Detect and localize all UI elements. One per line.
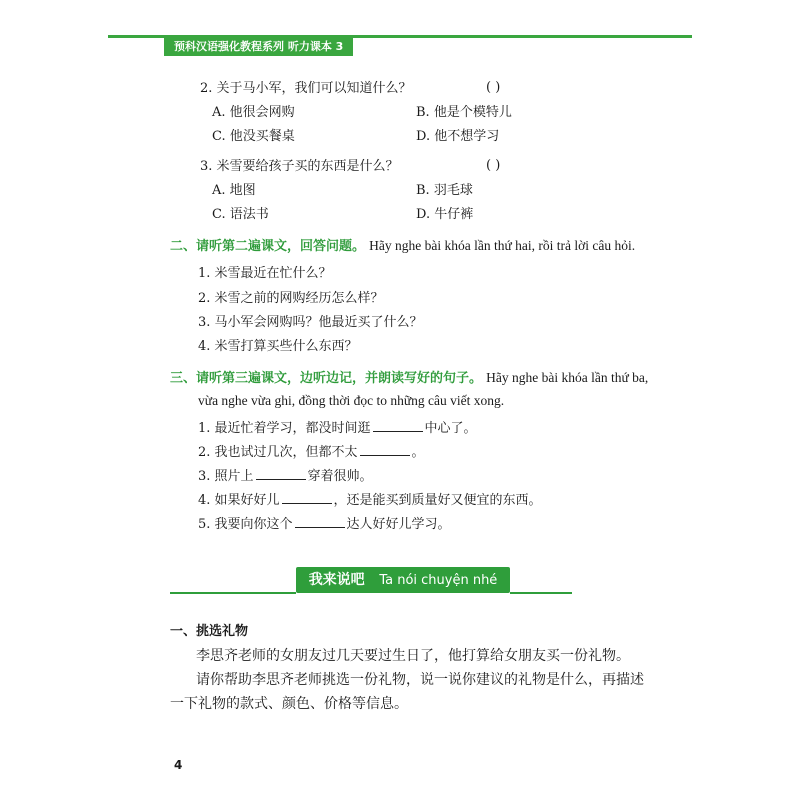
- option-2c: C. 他没买餐桌: [212, 129, 295, 144]
- question-3: 3. 米雪要给孩子买的东西是什么？: [200, 159, 399, 174]
- fill-blank-5[interactable]: [295, 515, 345, 528]
- part2-heading-vi: Hãy nghe bài khóa lần thứ hai, rồi trả lời câu hỏi.: [369, 238, 636, 253]
- sentence-2-pre: 2. 我也试过几次，但都不太: [198, 445, 358, 460]
- sentence-1-pre: 1. 最近忙着学习，都没时间逛: [198, 421, 371, 436]
- option-2a: A. 他很会网购: [212, 105, 295, 120]
- section-rule-left: [170, 592, 296, 594]
- option-3b: B. 羽毛球: [416, 183, 473, 198]
- option-3a: A. 地图: [212, 183, 256, 198]
- page-number: 4: [174, 758, 183, 772]
- part2-question-1: 1. 米雪最近在忙什么？: [198, 266, 332, 281]
- section-banner: [296, 567, 510, 593]
- option-2b: B. 他是个模特儿: [416, 105, 512, 120]
- speaking-paragraph-2-line-2: 一下礼物的款式、颜色、价格等信息。: [170, 696, 408, 712]
- part3-sentence-2: [198, 443, 425, 462]
- part3-sentence-3: [198, 467, 373, 486]
- option-3d: D. 牛仔裤: [416, 207, 474, 222]
- section-rule-right: [510, 592, 572, 594]
- speaking-heading: 一、挑选礼物: [170, 624, 249, 639]
- fill-blank-2[interactable]: [360, 443, 410, 456]
- part3-heading-vi-1: Hãy nghe bài khóa lần thứ ba,: [486, 370, 649, 385]
- section-title-vi: Ta nói chuyện nhé: [379, 573, 498, 588]
- fill-blank-3[interactable]: [256, 467, 306, 480]
- sentence-5-post: 达人好好儿学习。: [346, 517, 451, 532]
- sentence-4-post: ，还是能买到质量好又便宜的东西。: [333, 493, 542, 508]
- part3-sentence-1: [198, 419, 477, 438]
- part3-heading-vi-2: vừa nghe vừa ghi, đồng thời đọc to những câu viết xong.: [198, 393, 505, 408]
- sentence-1-post: 中心了。: [424, 421, 477, 436]
- sentence-3-post: 穿着很帅。: [307, 469, 373, 484]
- part2-question-2: 2. 米雪之前的网购经历怎么样？: [198, 291, 384, 306]
- fill-blank-1[interactable]: [373, 419, 423, 432]
- speaking-paragraph-1: 李思齐老师的女朋友过几天要过生日了，他打算给女朋友买一份礼物。: [196, 648, 630, 664]
- sentence-4-pre: 4. 如果好好儿: [198, 493, 280, 508]
- series-title: 预科汉语强化教程系列 听力课本 3: [164, 38, 353, 56]
- part3-sentence-4: [198, 491, 542, 510]
- option-2d: D. 他不想学习: [416, 129, 500, 144]
- part3-sentence-5: [198, 515, 451, 534]
- sentence-5-pre: 5. 我要向你这个: [198, 517, 293, 532]
- part2-question-4: 4. 米雪打算买些什么东西？: [198, 339, 358, 354]
- option-3c: C. 语法书: [212, 207, 269, 222]
- part2-heading: [170, 237, 635, 256]
- speaking-paragraph-2-line-1: 请你帮助李思齐老师挑选一份礼物，说一说你建议的礼物是什么，再描述: [196, 672, 644, 688]
- part2-question-3: 3. 马小军会网购吗？他最近买了什么？: [198, 315, 423, 330]
- answer-paren-3[interactable]: ( ): [486, 158, 501, 173]
- part3-heading: [170, 369, 648, 388]
- sentence-2-post: 。: [411, 445, 425, 460]
- part3-heading-cn: 三、请听第三遍课文，边听边记，并朗读写好的句子。: [170, 371, 483, 386]
- question-2: 2. 关于马小军，我们可以知道什么？: [200, 81, 412, 96]
- part2-heading-cn: 二、请听第二遍课文，回答问题。: [170, 239, 366, 254]
- fill-blank-4[interactable]: [282, 491, 332, 504]
- sentence-3-pre: 3. 照片上: [198, 469, 254, 484]
- section-title-cn: 我来说吧: [308, 572, 365, 588]
- answer-paren-2[interactable]: ( ): [486, 80, 501, 95]
